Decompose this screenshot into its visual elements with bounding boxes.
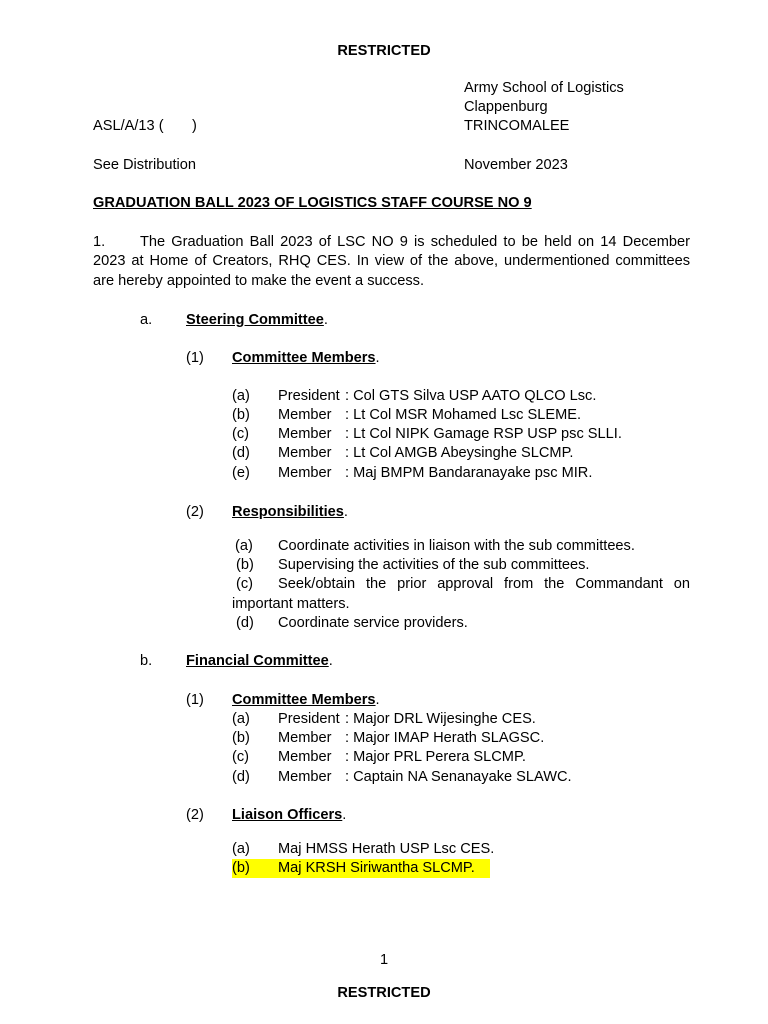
list-item-letter: (c) [232, 426, 250, 442]
para1-text: 2023 at Home of Creators, RHQ CES. In view of the above, undermentioned committees are hereby appointed to make the event a success. [93, 253, 690, 289]
section-a-title: Steering Committee [186, 312, 324, 328]
list-item-letter: (a) [232, 711, 250, 727]
list-item-letter: (d) [232, 445, 250, 461]
list-item-letter: (b) [232, 860, 250, 876]
section-a1-heading: Committee Members. [232, 350, 380, 366]
member-role: President [278, 388, 340, 404]
reference-number: ASL/A/13 ( ) [93, 118, 197, 134]
responsibility-text: Supervising the activities of the sub committees. [278, 557, 590, 573]
section-b2-number: (2) [186, 807, 204, 823]
member-role: Member [278, 730, 332, 746]
section-b1-heading: Committee Members. [232, 692, 380, 708]
liaison-officer-name: Maj HMSS Herath USP Lsc CES. [278, 841, 495, 857]
list-item-letter: (c) [236, 576, 254, 592]
member-name: : Major DRL Wijesinghe CES. [345, 711, 536, 727]
member-role: Member [278, 407, 332, 423]
document-date: November 2023 [464, 157, 568, 173]
highlighted-list-item [232, 859, 490, 878]
list-item-letter: (b) [236, 557, 254, 573]
member-name: : Lt Col AMGB Abeysinghe SLCMP. [345, 445, 574, 461]
para1-number: 1. [93, 234, 106, 250]
responsibility-text: Seek/obtain the prior approval from the Commandant on [278, 576, 690, 592]
member-name: : Lt Col NIPK Gamage RSP USP psc SLLI. [345, 426, 622, 442]
document-subject: GRADUATION BALL 2023 OF LOGISTICS STAFF COURSE NO 9 [93, 195, 532, 211]
list-item-letter: (d) [232, 769, 250, 785]
list-item-letter: (a) [232, 841, 250, 857]
section-a2-title: Responsibilities [232, 504, 344, 520]
section-b2-title: Liaison Officers [232, 807, 343, 823]
section-a2-heading: Responsibilities. [232, 504, 348, 520]
para1-first-line: The Graduation Ball 2023 of LSC NO 9 is scheduled to be held on 14 December [140, 234, 690, 250]
member-name: : Major PRL Perera SLCMP. [345, 749, 526, 765]
responsibility-text: Coordinate service providers. [278, 615, 468, 631]
section-b-heading: Financial Committee. [186, 653, 333, 669]
section-a2-number: (2) [186, 504, 204, 520]
section-b1-title: Committee Members [232, 692, 376, 708]
member-name: : Major IMAP Herath SLAGSC. [345, 730, 545, 746]
list-item-letter: (d) [236, 615, 254, 631]
list-item-letter: (a) [232, 388, 250, 404]
liaison-officer-name: Maj KRSH Siriwantha SLCMP. [278, 860, 475, 876]
section-a1-number: (1) [186, 350, 204, 366]
member-role: Member [278, 465, 332, 481]
responsibility-text: Coordinate activities in liaison with the sub committees. [278, 538, 635, 554]
classification-header: RESTRICTED [337, 43, 431, 59]
member-name: : Lt Col MSR Mohamed Lsc SLEME. [345, 407, 582, 423]
member-role: Member [278, 769, 332, 785]
list-item-letter: (e) [232, 465, 250, 481]
address-line-3: TRINCOMALEE [464, 118, 570, 134]
section-b-letter: b. [140, 653, 153, 669]
page-number: 1 [379, 952, 389, 968]
section-b-title: Financial Committee [186, 653, 329, 669]
address-line-1: Army School of Logistics [464, 80, 624, 96]
address-line-2: Clappenburg [464, 99, 548, 115]
section-a-letter: a. [140, 312, 153, 328]
section-b2-heading: Liaison Officers. [232, 807, 347, 823]
list-item-letter: (b) [232, 407, 250, 423]
member-role: Member [278, 426, 332, 442]
responsibility-text-cont: important matters. [232, 596, 350, 612]
distribution: See Distribution [93, 157, 197, 173]
member-name: : Maj BMPM Bandaranayake psc MIR. [345, 465, 593, 481]
section-a1-title: Committee Members [232, 350, 376, 366]
section-b1-number: (1) [186, 692, 204, 708]
list-item-letter: (b) [232, 730, 250, 746]
member-role: Member [278, 749, 332, 765]
member-role: Member [278, 445, 332, 461]
list-item-letter: (c) [232, 749, 250, 765]
section-a-heading: Steering Committee. [186, 312, 328, 328]
member-role: President [278, 711, 340, 727]
classification-footer: RESTRICTED [337, 985, 431, 1001]
list-item-letter: (a) [235, 538, 253, 554]
member-name: : Captain NA Senanayake SLAWC. [345, 769, 572, 785]
member-name: : Col GTS Silva USP AATO QLCO Lsc. [345, 388, 597, 404]
